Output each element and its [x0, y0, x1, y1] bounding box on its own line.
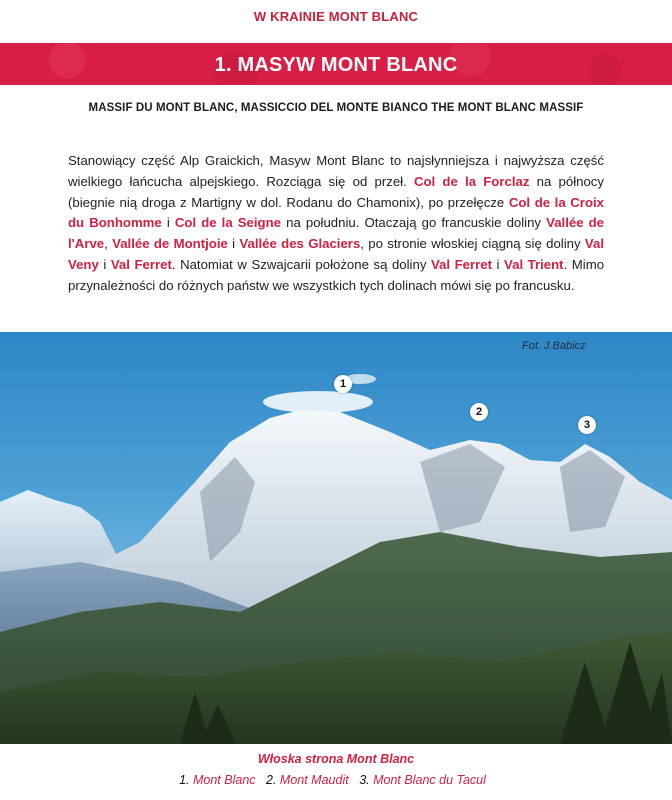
paragraph-text: , po stronie włoskiej ciągną się doliny [360, 236, 585, 252]
place-name-highlight: Col de la Forclaz [413, 173, 530, 189]
caption-peak-name: Mont Blanc [192, 773, 256, 787]
place-name-highlight: Val Ferret [110, 256, 172, 272]
running-head: W KRAINIE MONT BLANC [253, 9, 419, 24]
caption-peak-name: Mont Maudit [279, 773, 349, 787]
place-name-highlight: Vallée de Montjoie [112, 236, 228, 252]
photo-credit: Fot. J.Babicz [522, 340, 586, 352]
peak-marker-3: 3 [578, 416, 596, 434]
peak-marker-2: 2 [470, 403, 488, 421]
paragraph-text: i [227, 236, 240, 252]
place-name-highlight: Vallée de l'Arve [68, 215, 605, 252]
mont-blanc-photo [0, 332, 672, 744]
photo-caption-title: Włoska strona Mont Blanc [257, 752, 415, 766]
caption-number: 2. [266, 773, 277, 787]
place-name-highlight: Val Veny [68, 236, 604, 272]
paragraph-text: Stanowiący część Alp Graickich, Masyw Mont Blanc to najsłynniejsza i najwyższa część wielkiego łańcucha alpejskiego. Rozciąga się od przeł. [68, 153, 604, 189]
paragraph-text: na północy (biegnie nią droga z Martigny w dol. Rodanu do Chamonix), po przełęcze [68, 173, 604, 210]
subtitle: MASSIF DU MONT BLANC, MASSICCIO DEL MONTE BIANCO THE MONT BLANC MASSIF [88, 102, 584, 114]
caption-number: 3. [359, 773, 370, 787]
chapter-title: 1. MASYW MONT BLANC [214, 54, 458, 76]
body-paragraph [68, 151, 604, 297]
caption-number: 1. [179, 773, 190, 787]
photo-caption-legend [0, 773, 672, 787]
paragraph-text: . Mimo przynależności do różnych państw we wszystkich tych dolinach mówi się po francusku. [68, 256, 605, 293]
chapter-title-band [0, 43, 672, 85]
caption-peak-name: Mont Blanc du Tacul [373, 773, 486, 787]
paragraph-text: i [98, 256, 111, 272]
paragraph-text: na południu. Otaczają go francuskie doliny [281, 215, 547, 231]
place-name-highlight: Col de la Croix du Bonhomme [68, 194, 604, 231]
mountain-landscape-illustration [0, 332, 672, 744]
paragraph-text: i [492, 256, 505, 272]
place-name-highlight: Val Trient [504, 256, 564, 272]
paragraph-text: . Natomiat w Szwajcarii położone są doliny [171, 256, 431, 272]
paragraph-text: , [104, 236, 113, 252]
place-name-highlight: Vallée des Glaciers [239, 236, 361, 252]
place-name-highlight: Val Ferret [430, 256, 492, 272]
paragraph-text: i [161, 215, 175, 231]
peak-marker-1: 1 [334, 375, 352, 393]
place-name-highlight: Col de la Seigne [174, 215, 282, 231]
